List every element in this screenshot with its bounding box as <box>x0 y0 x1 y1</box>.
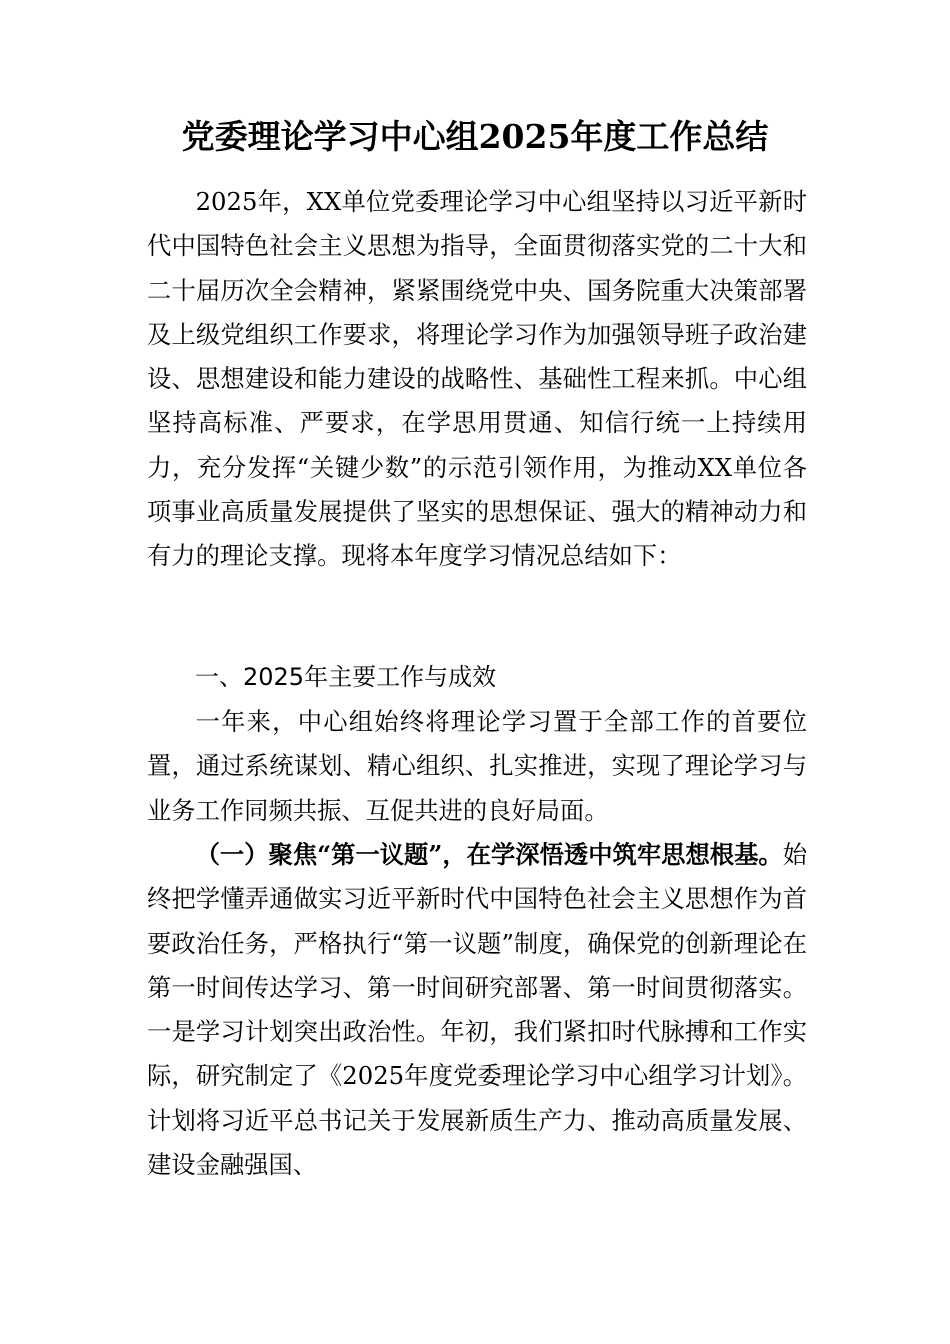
document-title: 党委理论学习中心组2025年度工作总结 <box>181 117 769 156</box>
intro-block <box>147 180 807 579</box>
subsection1-lead: （一）聚焦“第一议题”，在学深悟透中筑牢思想根基。 <box>195 840 783 869</box>
intro-paragraph: 2025年，XX单位党委理论学习中心组坚持以习近平新时代中国特色社会主义思想为指导，全面贯彻落实党的二十大和二十届历次全会精神，紧紧围绕党中央、国务院重大决策部署及上级党组织工作要求，将理论学习作为加强领导班子政治建设、思想建设和能力建设的战略性、基础性工程来抓。中心组坚持高标准、严要求，在学思用贯通、知信行统一上持续用力，充分发挥“关键少数”的示范引领作用，为推动XX单位各项事业高质量发展提供了坚实的思想保证、强大的精神动力和有力的理论支撑。现将本年度学习情况总结如下： <box>147 187 807 571</box>
section1-block <box>147 700 807 833</box>
subsection1-body: 始终把学懂弄通做实习近平新时代中国特色社会主义思想作为首要政治任务，严格执行“第一议题”制度，确保党的创新理论在第一时间传达学习、第一时间研究部署、第一时间贯彻落实。一是学习计划突出政治性。年初，我们紧扣时代脉搏和工作实际，研究制定了《2025年度党委理论学习中心组学习计划》。计划将习近平总书记关于发展新质生产力、推动高质量发展、建设金融强国、 <box>147 840 807 1180</box>
subsection1-paragraph <box>147 833 807 1187</box>
subsection1-block <box>147 833 807 1187</box>
section1-paragraph: 一年来，中心组始终将理论学习置于全部工作的首要位置，通过系统谋划、精心组织、扎实推进，实现了理论学习与业务工作同频共振、互促共进的良好局面。 <box>147 707 807 825</box>
section-heading-1: 一、2025年主要工作与成效 <box>195 663 497 691</box>
